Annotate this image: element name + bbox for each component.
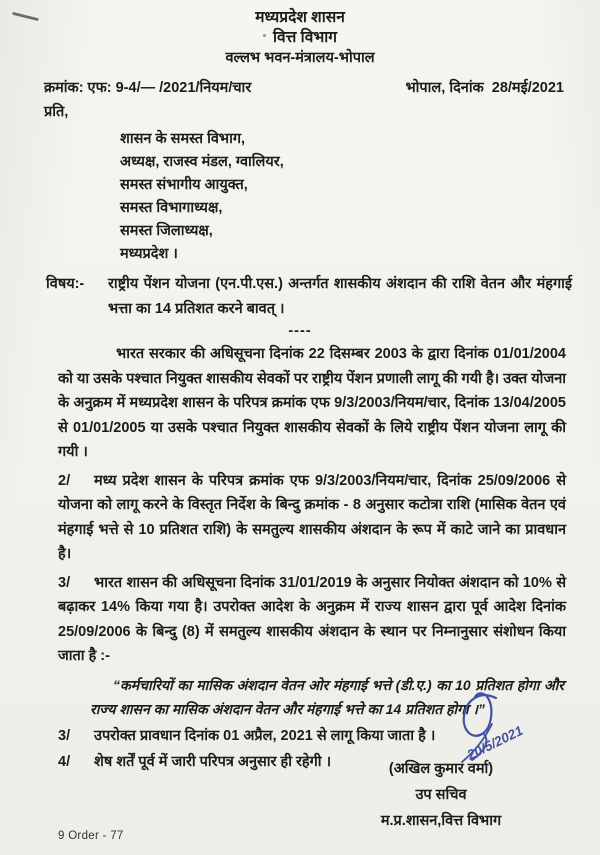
paragraph-number: 4/ (58, 753, 71, 770)
department-name (0, 28, 600, 48)
signatory-name: (अखिल कुमार वर्मा) (388, 761, 494, 777)
document-body (0, 342, 600, 721)
paragraph-2 (58, 469, 566, 567)
separator-dashes: ---- (288, 323, 312, 339)
paragraph-text: उपरोक्त प्रावधान दिनांक 01 अप्रैल, 2021 से लागू किया जाता है । (94, 727, 436, 744)
addressee-item: समस्त जिलाध्यक्ष, (120, 223, 213, 239)
letterhead (0, 0, 600, 68)
department-name-text: वित्त विभाग (273, 29, 337, 46)
salutation: प्रति, (44, 104, 69, 120)
subject-row (0, 266, 600, 322)
quoted-amendment: “कर्मचारियों का मासिक अंशदान वेतन ओर मंहगाई भत्ते (डी.ए.) का 10 प्रतिशत होगा और राज्य शासन का मासिक अंशदान वेतन और मंहगाई भत्ते का 14 प्रतिशत होगा ।” (90, 676, 564, 717)
paragraph-intro: भारत सरकार की अधिसूचना दिनांक 22 दिसम्बर 2003 के द्वारा दिनांक 01/01/2004 को या उसके पश्चात नियुक्त शासकीय सेवकों पर राष्ट्रीय पेंशन प्रणाली लागू की गयी है। उक्त योजना के अनुक्रम में मध्यप्रदेश शासन के परिपत्र क्रमांक एफ 9/3/2003/नियम/चार, दिनांक 13/04/2005 से 01/01/2005 या उसके पश्चात नियुक्त शासकीय सेवकों के लिये राष्ट्रीय पेंशन योजना लागू की गयी । (58, 346, 566, 460)
subject-text: राष्ट्रीय पेंशन योजना (एन.पी.एस.) अन्तर्गत शासकीय अंशदान की राशि वेतन और मंहगाई भत्ता का 14 प्रतिशत करने बावत् । (108, 276, 572, 317)
paragraph-text: भारत शासन की अधिसूचना दिनांक 31/01/2019 के अनुसार नियोक्त अंशदान को 10% से बढ़ाकर 14% किया गया है। उपरोक्त आदेश के अनुक्रम में राज्य शासन द्वारा पूर्व आदेश दिनांक 25/09/2006 के बिन्दु (8) में समतुल्य शासकीय अंशदान के स्थान पर निम्नानुसार संशोधन किया जाता है :- (58, 574, 566, 664)
paragraph-text: शेष शर्तें पूर्व में जारी परिपत्र अनुसार ही रहेगी । (94, 753, 332, 770)
signature-loop (464, 693, 496, 735)
addressee-item: समस्त संभागीय आयुक्त, (120, 177, 248, 193)
signatory-department: म.प्र.शासन,वित्त विभाग (380, 813, 502, 829)
paragraph-number: 2/ (58, 472, 71, 489)
paragraph-3 (58, 571, 566, 669)
paragraph-number: 3/ (58, 727, 71, 744)
scan-dot-artifact (263, 34, 266, 37)
handwritten-date: 20/5/2021 (464, 722, 526, 763)
addressee-item: अध्यक्ष, राजस्व मंडल, ग्वालियर, (120, 154, 284, 170)
signatory-designation: उप सचिव (415, 787, 467, 803)
signature-block (324, 756, 558, 834)
addressee-item: समस्त विभागाध्यक्ष, (120, 200, 223, 216)
government-name: मध्यप्रदेश शासन (255, 9, 345, 26)
subject-label: विषय:- (46, 276, 85, 292)
paragraph-text: मध्य प्रदेश शासन के परिपत्र क्रमांक एफ 9/3/2003/नियम/चार, दिनांक 25/09/2006 से योजना को लागू करने के विस्तृत निर्देश के बिन्दु क्रमांक - 8 अनुसार कटोत्रा राशि (मासिक वेतन एवं मंहगाई भत्ते से 10 प्रतिशत राशि) के समतुल्य शासकीय अंशदान के रूप में काटे जाने का प्रावधान है। (58, 472, 566, 562)
footer-order-number: 9 Order - 77 (58, 830, 124, 842)
addressee-list (0, 124, 600, 266)
reference-number: क्रमांक: एफ: 9-4/— /2021/नियम/चार (44, 80, 252, 96)
paragraph-number: 3/ (58, 574, 71, 591)
office-address: वल्लभ भवन-मंत्रालय-भोपाल (225, 50, 375, 66)
addressee-item: मध्यप्रदेश । (120, 246, 178, 262)
reference-row (0, 68, 600, 100)
place-and-date: भोपाल, दिनांक 28/मई/2021 (405, 80, 564, 96)
addressee-item: शासन के समस्त विभाग, (120, 131, 246, 147)
